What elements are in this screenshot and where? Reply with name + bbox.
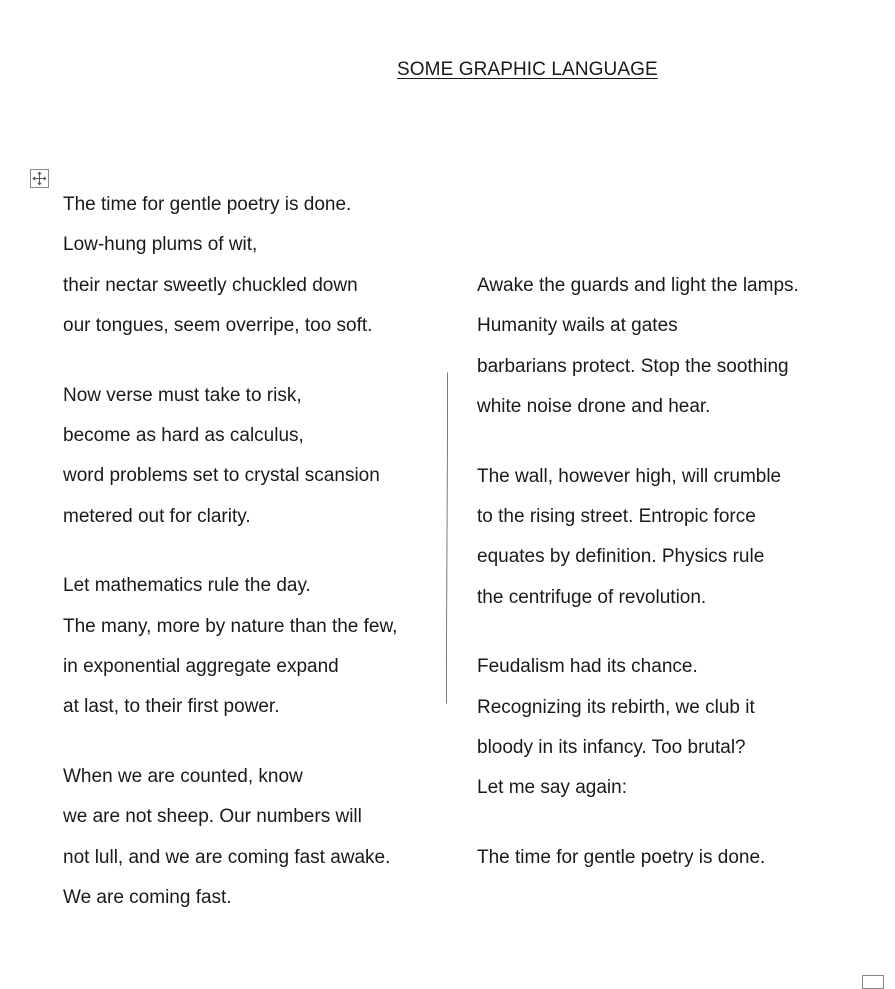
stanza [477, 647, 799, 808]
stanza [63, 185, 397, 346]
poem-line: metered out for clarity. [63, 505, 251, 527]
poem-line: our tongues, seem overripe, too soft. [63, 314, 373, 336]
poem-line: The wall, however high, will crumble [477, 465, 782, 487]
poem-line: Humanity wails at gates [477, 315, 678, 337]
poem-line: The time for gentle poetry is done. [63, 194, 352, 215]
right-poem-column [477, 266, 799, 878]
poem-line: become as hard as calculus, [63, 424, 304, 446]
poem-line: Let me say again: [477, 777, 627, 799]
stanza [477, 457, 799, 618]
poem-line: the centrifuge of revolution. [477, 586, 707, 608]
poem-line: their nectar sweetly chuckled down [63, 274, 358, 296]
move-arrows-icon [32, 171, 47, 186]
poem-line: When we are counted, know [63, 766, 303, 788]
poem-line: equates by definition. Physics rule [477, 546, 765, 568]
poem-line: Awake the guards and light the lamps. [477, 275, 799, 296]
poem-line: Low-hung plums of wit, [63, 234, 258, 256]
poem-line: we are not sheep. Our numbers will [63, 806, 362, 828]
table-move-handle[interactable] [30, 169, 49, 188]
stanza [63, 566, 397, 727]
poem-line: at last, to their first power. [63, 696, 280, 718]
stanza [63, 757, 397, 918]
stanza [477, 266, 799, 427]
stanza [63, 376, 397, 537]
poem-line: barbarians protect. Stop the soothing [477, 355, 789, 377]
poem-line: The time for gentle poetry is done. [477, 847, 766, 869]
poem-line: bloody in its infancy. Too brutal? [477, 736, 746, 758]
poem-line: word problems set to crystal scansion [63, 465, 380, 487]
poem-line: Recognizing its rebirth, we club it [477, 696, 755, 718]
poem-line: We are coming fast. [63, 886, 232, 908]
poem-line: in exponential aggregate expand [63, 655, 339, 677]
poem-line: not lull, and we are coming fast awake. [63, 846, 391, 868]
poem-line: Now verse must take to risk, [63, 384, 302, 406]
document-title: SOME GRAPHIC LANGUAGE [397, 59, 658, 80]
stanza [477, 838, 799, 878]
poem-line: Feudalism had its chance. [477, 656, 698, 678]
resize-handle-icon[interactable] [862, 975, 884, 989]
poem-line: Let mathematics rule the day. [63, 575, 311, 597]
poem-line: white noise drone and hear. [477, 395, 711, 417]
column-divider [446, 207, 448, 869]
poem-line: The many, more by nature than the few, [63, 615, 398, 637]
poem-line: to the rising street. Entropic force [477, 505, 756, 527]
left-poem-column [63, 185, 397, 918]
